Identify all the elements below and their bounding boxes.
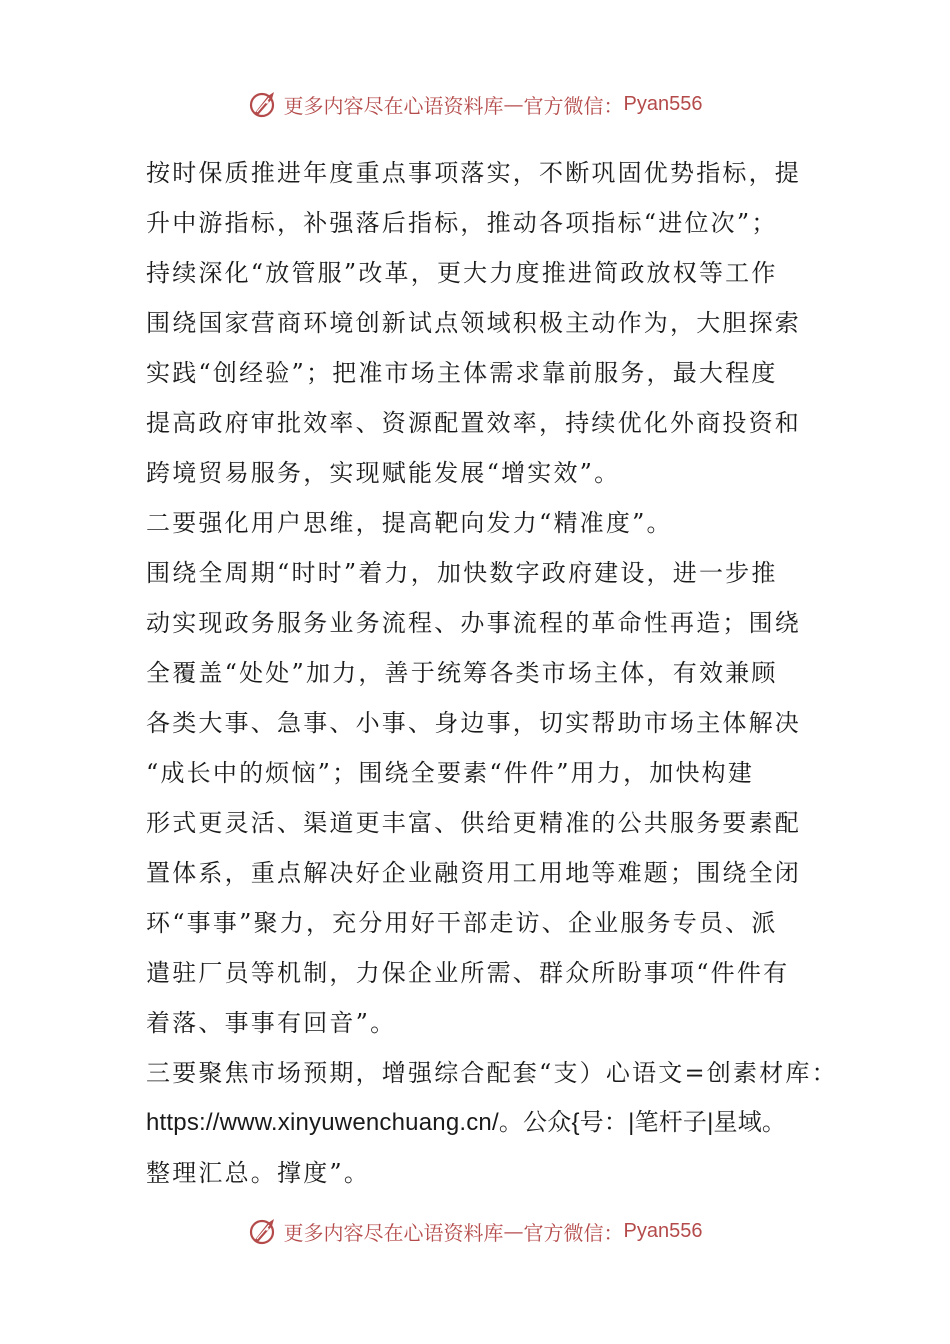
paragraph-line: 跨境贸易服务，实现赋能发展“增实效”。 <box>146 459 621 487</box>
paragraph-line: 各类大事、急事、小事、身边事，切实帮助市场主体解决 <box>146 709 801 737</box>
banner-title: 更多内容尽在心语资料库 <box>283 93 504 118</box>
paragraph-line: 形式更灵活、渠道更丰富、供给更精准的公共服务要素配 <box>146 809 801 837</box>
document-body <box>146 148 838 1198</box>
paragraph-line: 着落、事事有回音”。 <box>146 1009 397 1037</box>
pen-nib-logo-icon <box>248 1215 280 1247</box>
paragraph-line: 全覆盖“处处”加力，善于统筹各类市场主体，有效兼顾 <box>146 659 778 687</box>
paragraph-line: 实践“创经验”；把准市场主体需求靠前服务，最大程度 <box>146 359 778 387</box>
pen-nib-logo-icon <box>248 88 280 120</box>
paragraph-line: 环“事事”聚力，充分用好干部走访、企业服务专员、派 <box>146 909 778 937</box>
footer-banner <box>0 1211 950 1251</box>
paragraph-line: “成长中的烦恼”；围绕全要素“件件”用力，加快构建 <box>146 759 755 787</box>
banner-wechat-id: Pyan556 <box>623 1219 703 1242</box>
paragraph-line: 遣驻厂员等机制，力保企业所需、群众所盼事项“件件有 <box>146 959 790 987</box>
paragraph-line: 升中游指标，补强落后指标，推动各项指标“进位次”； <box>146 209 778 237</box>
paragraph-line: 置体系，重点解决好企业融资用工用地等难题；围绕全闭 <box>146 859 801 887</box>
paragraph-line: 动实现政务服务业务流程、办事流程的革命性再造；围绕 <box>146 609 801 637</box>
paragraph-line: 持续深化“放管服”改革，更大力度推进简政放权等工作 <box>146 259 778 287</box>
section-heading-3: 三要聚焦市场预期，增强综合配套“支）心语文=创素材库： <box>146 1059 838 1087</box>
banner-dash: — <box>503 92 524 116</box>
banner-wechat-label: 官方微信： <box>523 93 624 118</box>
paragraph-line: 围绕国家营商环境创新试点领域积极主动作为，大胆探索 <box>146 309 801 337</box>
header-banner <box>0 84 950 124</box>
banner-wechat-id: Pyan556 <box>623 92 703 115</box>
url-line: https://www.xinyuwenchuang.cn/。公众{号：|笔杆子|星域。 <box>146 1109 787 1136</box>
section-heading-2: 二要强化用户思维，提高靶向发力“精准度”。 <box>146 509 673 537</box>
banner-wechat-label: 官方微信： <box>523 1220 624 1245</box>
paragraph-line: 围绕全周期“时时”着力，加快数字政府建设，进一步推 <box>146 559 778 587</box>
paragraph-line: 提高政府审批效率、资源配置效率，持续优化外商投资和 <box>146 409 801 437</box>
banner-dash: — <box>503 1219 524 1243</box>
paragraph-line: 按时保质推进年度重点事项落实，不断巩固优势指标，提 <box>146 159 801 187</box>
banner-title: 更多内容尽在心语资料库 <box>283 1220 504 1245</box>
paragraph-line: 整理汇总。撑度”。 <box>146 1159 371 1187</box>
